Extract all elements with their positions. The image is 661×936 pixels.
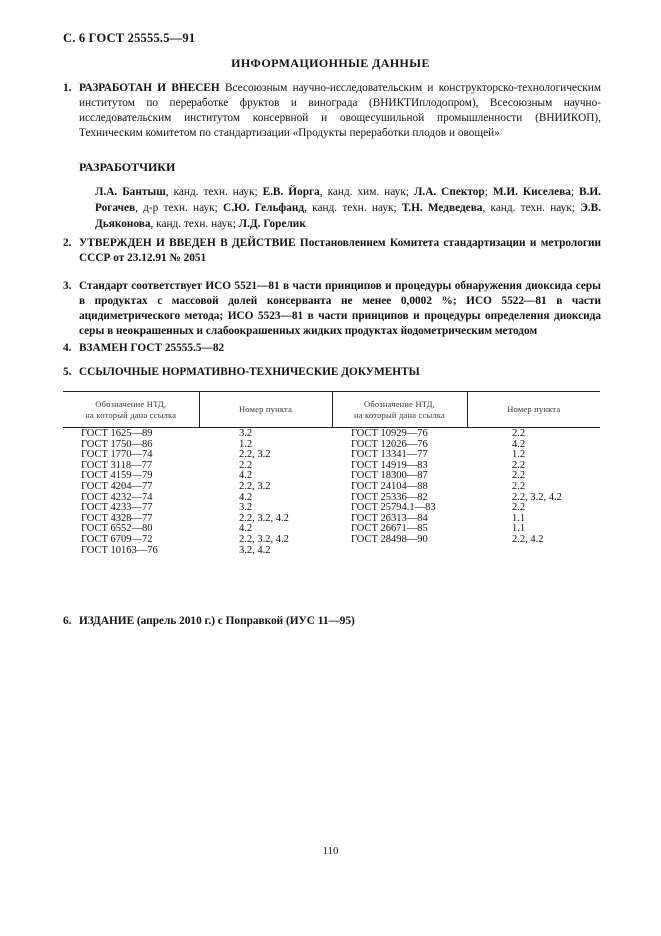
- table-cell-doc: ГОСТ 14919—83: [351, 459, 428, 471]
- table-cell-point: 4.2: [239, 523, 253, 535]
- table-cell-doc: ГОСТ 10163—76: [81, 544, 158, 556]
- reference-documents-table: [63, 391, 600, 556]
- table-cell-doc: ГОСТ 6552—80: [81, 523, 153, 535]
- section-2-lead: УТВЕРЖДЕН И ВВЕДЕН В ДЕЙСТВИЕ: [79, 237, 296, 249]
- section-6-number: 6.: [63, 615, 72, 627]
- table-cell-point: 2.2: [239, 459, 253, 471]
- developer-degree: канд. техн. наук: [490, 202, 572, 214]
- table-cell-point: 4.2: [239, 491, 253, 503]
- table-cell-doc: ГОСТ 26313—84: [351, 512, 428, 524]
- section-5-text: ССЫЛОЧНЫЕ НОРМАТИВНО-ТЕХНИЧЕСКИЕ ДОКУМЕНТЫ: [79, 366, 420, 378]
- developer-degree: канд. хим. наук: [327, 186, 406, 198]
- developer-name: М.И. Киселева: [492, 186, 571, 198]
- table-row: [63, 428, 600, 440]
- section-3-text: Стандарт соответствует ИСО 5521—81 в части принципов и процедуры обнаружения диоксида серы в продуктах с массовой долей консерванта не менее 0,0002 %; ИСО 5522—81 в части ацидиметрического метода; ИСО 5523—81 в части принципов и процедуры определения диоксида серы в неокрашенных и слабоокрашенных жидких продуктах йодометрическим методом: [79, 280, 601, 337]
- table-row: [63, 546, 600, 557]
- table-cell-doc: ГОСТ 1625—89: [81, 428, 153, 439]
- developer-degree: канд. техн. наук: [312, 202, 394, 214]
- section-4-number: 4.: [63, 342, 72, 354]
- table-header-doc-right: Обозначение НТД, на который дана ссылка: [332, 392, 467, 428]
- section-6-text: ИЗДАНИЕ (апрель 2010 г.) с Поправкой (ИУС 11—95): [79, 615, 355, 627]
- table-cell-doc: ГОСТ 24104—88: [351, 480, 428, 492]
- section-4: [63, 341, 601, 356]
- table-cell-point: 2.2, 3.2: [239, 480, 271, 492]
- table-cell-doc: ГОСТ 25794.1—83: [351, 502, 436, 514]
- developers-list: Л.А. Бантыш, канд. техн. наук; Е.В. Йорга, канд. хим. наук; Л.А. Спектор; М.И. Киселева; В.И. Рогачев, д-р техн. наук; С.Ю. Гельфанд, канд. техн. наук; Т.Н. Медведева, канд. техн. наук; Э.В. Дьяконова, канд. техн. наук; Л.Д. Горелик: [95, 186, 602, 230]
- developer-name: Е.В. Йорга: [262, 186, 320, 198]
- table-cell-point: 1.1: [512, 523, 526, 535]
- document-title: ИНФОРМАЦИОННЫЕ ДАННЫЕ: [231, 56, 430, 70]
- table-cell-point: 1.1: [512, 512, 526, 524]
- developer-name: В.И. Рогачев: [95, 186, 602, 214]
- developer-name: С.Ю. Гельфанд: [223, 202, 305, 214]
- table-cell-doc: ГОСТ 10929—76: [351, 428, 428, 439]
- developer-name: Л.Д. Горелик: [238, 218, 306, 230]
- table-row: [63, 482, 600, 493]
- section-1-text: Всесоюзным научно-исследовательским и конструкторско-технологическим институтом по переработке фруктов и винограда (ВНИКТИплодопром), Всесоюзным научно-исследовательским институтом консервной и овощесушильной промышленности (ВНИИКОП), Техническим комитетом по стандартизации «Продукты переработки плодов и овощей»: [79, 82, 601, 139]
- developer-degree: д-р техн. наук: [143, 202, 215, 214]
- table-cell-doc: ГОСТ 12026—76: [351, 438, 428, 450]
- table-header-point-right: Номер пункта: [467, 392, 600, 428]
- table-cell-doc: [332, 546, 467, 557]
- developer-name: Э.В. Дьяконова: [95, 202, 602, 230]
- table-header-doc-left: Обозначение НТД, на который дана ссылка: [63, 392, 199, 428]
- page-number: 110: [322, 845, 339, 857]
- table-cell-point: 2.2: [512, 470, 526, 482]
- table-cell-doc: ГОСТ 6709—72: [81, 533, 153, 545]
- section-4-text: ВЗАМЕН ГОСТ 25555.5—82: [79, 342, 225, 354]
- table-cell-doc: ГОСТ 3118—77: [81, 459, 153, 471]
- table-cell-point: 2.2, 3.2: [239, 449, 271, 461]
- table-cell-point: 2.2: [512, 428, 526, 439]
- table-cell-point: 4.2: [512, 438, 526, 450]
- developer-name: Т.Н. Медведева: [401, 202, 483, 214]
- table-cell-doc: ГОСТ 4233—77: [81, 502, 153, 514]
- table-cell-doc: ГОСТ 25336—82: [351, 491, 428, 503]
- table-cell-point: 4.2: [239, 470, 253, 482]
- table-cell-point: 2.2, 3.2, 4.2: [239, 533, 289, 545]
- table-cell-doc: ГОСТ 4204—77: [81, 480, 153, 492]
- page-header: С. 6 ГОСТ 25555.5—91: [63, 31, 196, 45]
- table-row: [63, 535, 600, 546]
- table-cell-doc: ГОСТ 4328—77: [81, 512, 153, 524]
- table-cell-point: 3.2: [239, 428, 253, 439]
- table-cell-point: 2.2: [512, 480, 526, 492]
- table-cell-doc: ГОСТ 18300—87: [351, 470, 428, 482]
- section-2-text: Постановлением Комитета стандартизации и метрологии СССР от 23.12.91 № 2051: [79, 237, 602, 264]
- table-cell-point: 3.2: [239, 502, 253, 514]
- section-3-number: 3.: [63, 280, 72, 292]
- developer-name: Л.А. Спектор: [413, 186, 485, 198]
- table-cell-point: 3.2, 4.2: [239, 544, 271, 556]
- table-cell-doc: ГОСТ 1750—86: [81, 438, 153, 450]
- table-cell-point: 2.2: [512, 502, 526, 514]
- table-cell-point: 2.2, 3.2, 4.2: [239, 512, 289, 524]
- section-1-number: 1.: [63, 82, 72, 94]
- section-1-lead: РАЗРАБОТАН И ВНЕСЕН: [79, 82, 220, 94]
- table-cell-doc: ГОСТ 26671—85: [351, 523, 428, 535]
- table-cell-point: 2.2: [512, 459, 526, 471]
- developer-name: Л.А. Бантыш: [95, 186, 166, 198]
- developer-degree: канд. техн. наук: [173, 186, 255, 198]
- section-5-number: 5.: [63, 366, 72, 378]
- section-3: [63, 279, 601, 339]
- section-5: [63, 365, 601, 380]
- table-cell-point: 1.2: [239, 438, 253, 450]
- table-cell-point: 2.2, 3.2, 4.2: [512, 491, 562, 503]
- section-2-number: 2.: [63, 237, 72, 249]
- table-cell-doc: ГОСТ 4232—74: [81, 491, 153, 503]
- developers-title: РАЗРАБОТЧИКИ: [79, 160, 176, 174]
- table-cell-doc: ГОСТ 28498—90: [351, 533, 428, 545]
- developer-degree: канд. техн. наук: [156, 218, 233, 230]
- section-6: [63, 614, 601, 629]
- table-cell-point: [467, 546, 600, 557]
- table-cell-point: 1.2: [512, 449, 526, 461]
- table-cell-doc: ГОСТ 1770—74: [81, 449, 153, 461]
- table-cell-doc: ГОСТ 13341—77: [351, 449, 428, 461]
- table-header-point-left: Номер пункта: [199, 392, 332, 428]
- section-2: [63, 236, 601, 266]
- table-cell-point: 2.2, 4.2: [512, 533, 544, 545]
- section-1: [63, 81, 601, 141]
- table-cell-doc: ГОСТ 4159—79: [81, 470, 153, 482]
